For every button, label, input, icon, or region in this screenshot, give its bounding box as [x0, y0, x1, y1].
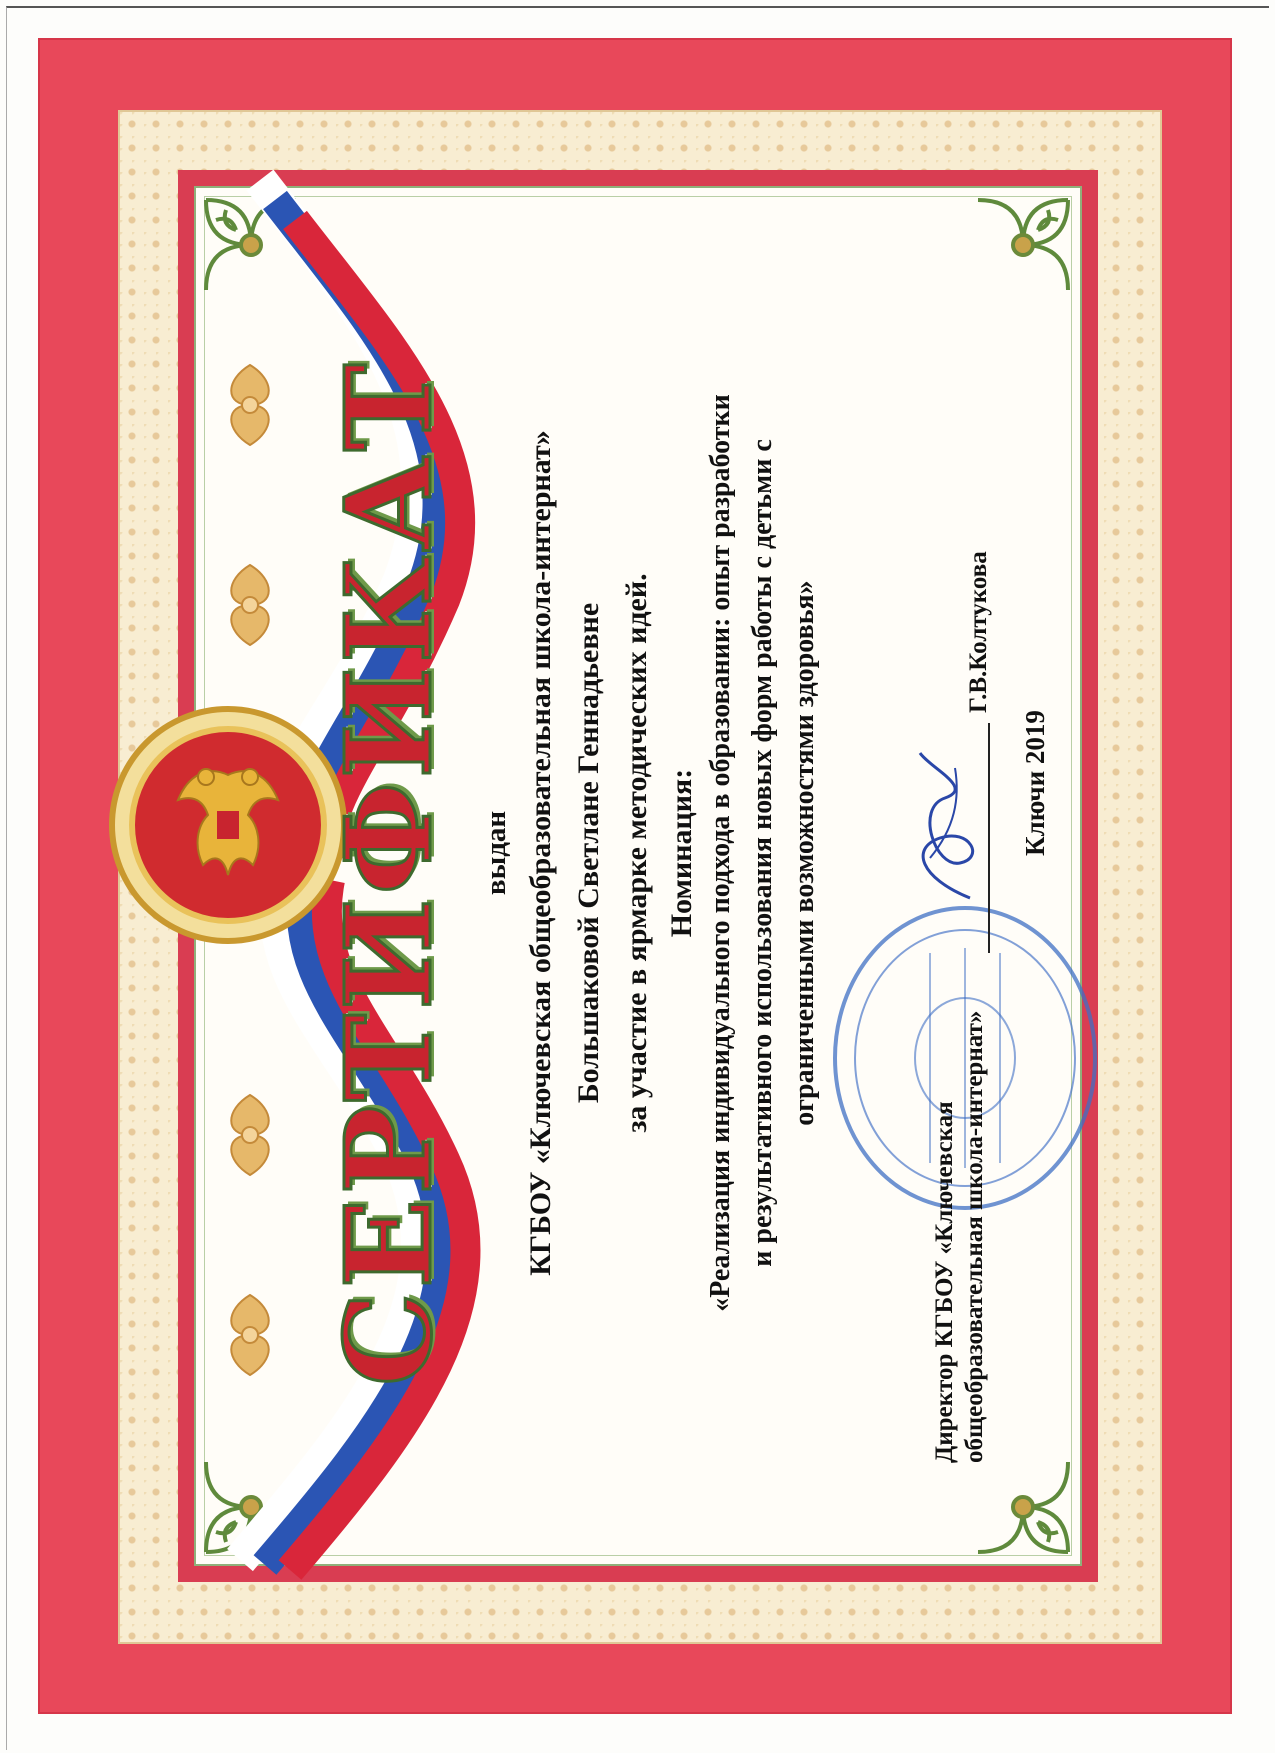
issued-label: выдан: [480, 810, 512, 896]
signatory-title: [930, 1011, 990, 1463]
handwritten-signature-icon: [900, 738, 995, 918]
signatory-line: общеобразовательная школа-интернат»: [961, 1010, 988, 1463]
nomination-line: ограниченными возможностями здоровья»: [789, 580, 820, 1126]
school-name: КГБОУ «Ключевская общеобразовательная школа-интернат»: [524, 430, 557, 1276]
place-and-year: Ключи 2019: [1020, 710, 1050, 856]
nomination-line: «Реализация индивидуального подхода в образовании: опыт разработки: [705, 394, 736, 1312]
nomination-label: Номинация:: [665, 768, 698, 938]
recipient-name: Большаковой Светлане Геннадьевне: [572, 602, 605, 1104]
signatory-name: Г.В.Колтукова: [965, 551, 992, 713]
certificate-title: СЕРТИФИКАТ: [319, 359, 458, 1387]
nomination-line: и результативного использования новых форм работы с детьми с: [747, 439, 778, 1267]
participation-text: за участие в ярмарке методических идей.: [620, 573, 653, 1133]
signatory-line: Директор КГБОУ «Ключевская: [931, 1101, 958, 1463]
